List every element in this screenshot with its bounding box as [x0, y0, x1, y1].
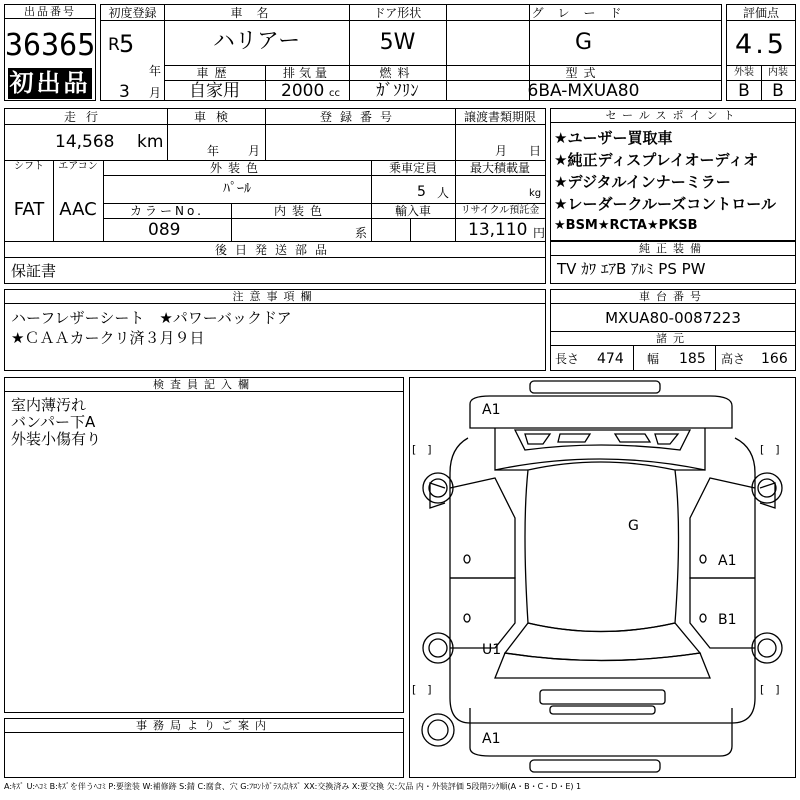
car-diagram-svg — [410, 378, 795, 777]
sales-point-1: ★ユーザー買取車 — [554, 129, 673, 147]
grade-label: グレード — [531, 6, 636, 20]
first-listing-badge: 初出品 — [9, 69, 91, 97]
mileage-label: 走行 — [63, 110, 108, 124]
exterior-grade: B — [738, 81, 750, 101]
dims-label: 諸元 — [551, 332, 795, 346]
color-no-label: カラーNo. — [130, 204, 204, 218]
office-box — [4, 718, 404, 778]
interior-color-label: 内装色 — [273, 204, 328, 218]
mark-right-rear-door: B1 — [718, 612, 737, 628]
inspector-line-3: 外装小傷有り — [11, 430, 102, 448]
score-label: 評価点 — [742, 6, 779, 20]
equipment-label: 純正装備 — [551, 242, 795, 256]
exterior-grade-label: 外装 — [734, 67, 754, 78]
exterior-color-label: 外装色 — [209, 161, 264, 175]
notes-line-1: ハーフレザーシート ★パワーバックドア — [11, 309, 292, 327]
score: 4.5 — [735, 29, 787, 60]
door-type: 5W — [379, 30, 416, 55]
model-name: ハリアー — [212, 29, 301, 54]
mark-right-front-door: A1 — [718, 553, 737, 569]
sales-points-box — [550, 108, 796, 241]
inspection-month-unit: 月 — [248, 144, 261, 158]
inspection-label: 車検 — [193, 110, 238, 124]
inspector-label: 検査員記入欄 — [5, 378, 403, 392]
sales-points-label: セールスポイント — [551, 109, 795, 123]
mileage: 14,568 — [55, 132, 115, 152]
later-parts-label: 後日発送部品 — [214, 243, 335, 257]
length: 474 — [597, 351, 624, 367]
model-code: 6BA-MXUA80 — [527, 81, 640, 101]
recycle-unit: 円 — [533, 226, 546, 240]
color-no: 089 — [148, 220, 181, 240]
sales-point-2: ★純正ディスプレイオーディオ — [554, 151, 759, 169]
notes-box — [4, 289, 546, 371]
length-label: 長さ — [555, 352, 580, 366]
height: 166 — [761, 351, 788, 367]
exterior-color: ﾊﾟｰﾙ — [223, 181, 251, 197]
fuel: ｶﾞｿﾘﾝ — [376, 81, 419, 101]
shift-label: シフト — [14, 161, 44, 172]
era-letter: R — [108, 35, 120, 55]
details-box — [4, 108, 546, 284]
displacement: 2000 — [281, 81, 325, 101]
model-code-label: 型式 — [565, 66, 602, 80]
reg-month: 3 — [119, 82, 130, 102]
width: 185 — [679, 351, 706, 367]
interior-color-unit: 系 — [355, 226, 368, 240]
shift: FAT — [13, 199, 45, 220]
bracket-right-rear: [ ] — [760, 683, 780, 696]
import-label: 輸入車 — [394, 204, 431, 218]
later-parts: 保証書 — [11, 262, 57, 280]
mark-roof: G — [628, 518, 639, 534]
lot-number-box — [4, 4, 96, 101]
inspector-line-1: 室内薄汚れ — [11, 396, 87, 414]
sales-point-5: ★BSM★RCTA★PKSB — [554, 218, 698, 233]
transfer-deadline-label: 譲渡書類期限 — [463, 110, 536, 124]
score-box — [726, 4, 796, 101]
door-label: ドア形状 — [373, 6, 422, 20]
sales-point-3: ★デジタルインナーミラー — [554, 173, 731, 191]
chassis-number: MXUA80-0087223 — [605, 309, 741, 327]
vehicle-header-box — [100, 4, 722, 101]
reg-no-label: 登録番号 — [319, 110, 400, 124]
chassis-box — [550, 289, 796, 371]
bracket-left-rear: [ ] — [412, 683, 432, 696]
inspector-line-2: バンパー下A — [11, 413, 96, 431]
model-name-label: 車名 — [230, 6, 283, 20]
notes-label: 注意事項欄 — [5, 290, 545, 304]
equipment-value: TV ｶﾜ ｴｱB ｱﾙﾐ PS PW — [557, 260, 706, 278]
legend: A:ｷｽﾞ U:ﾍｺﾐ B:ｷｽﾞを伴うﾍｺﾐ P:要塗装 W:補修跡 S:錆 C:腐食、穴 G:ﾌﾛﾝﾄｶﾞﾗｽ点ｷｽﾞ XX:交換済み X:要交換 欠:欠品 内・外装評価 5段階ﾗﾝｸ順(A・B・C・D・E) 1 — [4, 782, 582, 791]
month-unit: 月 — [149, 86, 162, 100]
capacity: 5 — [417, 184, 426, 200]
recycle: 13,110 — [468, 220, 528, 240]
displacement-unit: cc — [329, 88, 340, 99]
chassis-label: 車台番号 — [551, 290, 795, 304]
height-label: 高さ — [721, 352, 746, 366]
capacity-unit: 人 — [437, 186, 450, 200]
equipment-box — [550, 241, 796, 284]
sales-point-4: ★レーダークルーズコントロール — [554, 195, 776, 213]
history-label: 車歴 — [196, 66, 233, 80]
lot-number-label: 出品番号 — [5, 5, 95, 19]
transfer-month-unit: 月 — [495, 144, 508, 158]
mark-rear: A1 — [482, 731, 501, 747]
interior-grade-label: 内装 — [768, 67, 788, 78]
grade: G — [574, 30, 593, 55]
first-reg-label: 初度登録 — [108, 6, 157, 20]
office-label: 事務局よりご案内 — [5, 719, 403, 733]
inspector-box — [4, 377, 404, 713]
bracket-left-front: [ ] — [412, 443, 432, 456]
max-load-label: 最大積載量 — [469, 161, 530, 175]
fuel-label: 燃料 — [379, 66, 416, 80]
car-diagram — [409, 377, 796, 778]
recycle-label: リサイクル預託金 — [460, 205, 540, 216]
transfer-day-unit: 日 — [529, 144, 542, 158]
era-year: 5 — [119, 30, 135, 58]
year-unit: 年 — [149, 64, 162, 78]
notes-line-2: ★ＣＡＡカークリ済３月９日 — [11, 329, 205, 347]
capacity-label: 乗車定員 — [388, 161, 437, 175]
ac: AAC — [59, 199, 97, 220]
history: 自家用 — [189, 81, 240, 101]
interior-grade: B — [772, 81, 784, 101]
ac-label: エアコン — [58, 161, 98, 172]
inspection-year-unit: 年 — [207, 144, 220, 158]
bracket-right-front: [ ] — [760, 443, 780, 456]
max-load-unit: kg — [529, 188, 542, 199]
width-label: 幅 — [647, 352, 660, 366]
mark-left-rear-door: U1 — [482, 642, 502, 658]
mark-front: A1 — [482, 402, 501, 418]
mileage-unit: km — [137, 132, 164, 152]
lot-number: 36365 — [5, 28, 96, 63]
displacement-label: 排気量 — [282, 66, 331, 80]
